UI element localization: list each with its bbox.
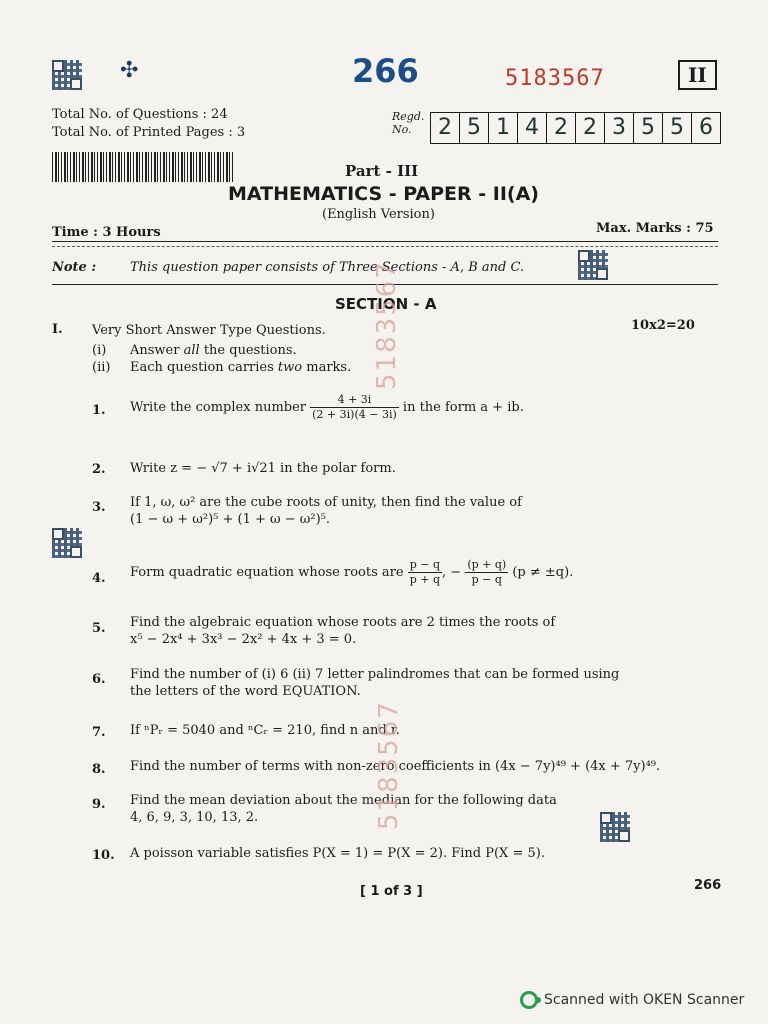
qr-code-icon — [52, 60, 82, 90]
qr-code-icon — [52, 528, 82, 558]
section-roman: I. — [52, 322, 63, 337]
question-1: Write the complex number $\frac{4 + 3i}{(2 + 3i)(4 - 3i)}$ in the form a + ib. — [130, 393, 524, 421]
section-marks: 10x2=20 — [631, 318, 695, 333]
fraction: $\frac{p - q}{p + q}$ — [409, 558, 441, 586]
paper-code: 266 — [352, 52, 419, 90]
footer-code: 266 — [694, 878, 722, 893]
question-2: Write z = − √7 + i√21 in the polar form. — [130, 461, 396, 476]
time-allowed: Time : 3 Hours — [52, 225, 161, 240]
question-number: 1. — [92, 403, 106, 418]
regd-digit: 2 — [576, 113, 605, 143]
question-9: Find the mean deviation about the median for the following data 4, 6, 9, 3, 10, 13, 2. — [130, 793, 557, 825]
max-marks: Max. Marks : 75 — [596, 221, 714, 236]
regd-digit: 2 — [431, 113, 460, 143]
question-number: 6. — [92, 672, 106, 687]
instruction-1: (i) Answer all the questions. — [92, 343, 297, 358]
fraction: $\frac{4 + 3i}{(2 + 3i)(4 - 3i)}$ — [312, 393, 397, 421]
regd-digit: 4 — [518, 113, 547, 143]
serial-number: 5183567 — [505, 66, 605, 91]
printed-pages: Total No. of Printed Pages : 3 — [52, 125, 246, 140]
question-10: A poisson variable satisfies P(X = 1) = P(X = 2). Find P(X = 5). — [130, 846, 545, 861]
question-number: 7. — [92, 725, 106, 740]
regd-digit: 3 — [605, 113, 634, 143]
part-label: Part - III — [345, 162, 419, 180]
regd-digit: 2 — [547, 113, 576, 143]
language: (English Version) — [322, 207, 435, 222]
question-number: 9. — [92, 797, 106, 812]
question-number: 3. — [92, 500, 106, 515]
regd-label: Regd. No. — [392, 110, 425, 136]
regd-number-boxes — [430, 112, 721, 144]
divider-dashed — [52, 246, 718, 247]
fraction: $\frac{(p + q)}{p - q}$ — [467, 558, 507, 586]
question-6: Find the number of (i) 6 (ii) 7 letter palindromes that can be formed using the letters of the word EQUATION. — [130, 667, 620, 699]
page-number: [ 1 of 3 ] — [360, 884, 423, 899]
scanner-watermark: Scanned with OKEN Scanner — [520, 991, 744, 1009]
question-3: If 1, ω, ω² are the cube roots of unity, then find the value of (1 − ω + ω²)⁵ + (1 + ω − ω²)⁵. — [130, 495, 522, 527]
paper-title: MATHEMATICS - PAPER - II(A) — [228, 183, 539, 205]
question-7: If ⁿPᵣ = 5040 and ⁿCᵣ = 210, find n and r. — [130, 723, 400, 738]
question-4: Form quadratic equation whose roots are $\frac{p - q}{p + q}$ , − $\frac{(p + q)}{p - q}$ (p ≠ ±q). — [130, 558, 574, 586]
set-badge: II — [678, 60, 717, 90]
qr-code-icon — [578, 250, 608, 280]
total-questions: Total No. of Questions : 24 — [52, 107, 228, 122]
divider — [52, 241, 718, 242]
regd-digit: 1 — [489, 113, 518, 143]
regd-digit: 5 — [663, 113, 692, 143]
instruction-2: (ii) Each question carries two marks. — [92, 360, 352, 375]
serial-stamp: 5183567 — [372, 260, 402, 390]
note-text: This question paper consists of Three Sections - A, B and C. — [130, 260, 525, 275]
section-title: SECTION - A — [335, 295, 437, 313]
question-number: 10. — [92, 848, 115, 863]
question-5: Find the algebraic equation whose roots are 2 times the roots of x⁵ − 2x⁴ + 3x³ − 2x² + 4x + 3 = 0. — [130, 615, 556, 647]
question-number: 8. — [92, 762, 106, 777]
qr-code-icon — [600, 812, 630, 842]
regd-digit: 6 — [699, 115, 713, 140]
question-number: 4. — [92, 571, 106, 586]
note-label: Note : — [52, 260, 97, 275]
question-number: 2. — [92, 462, 106, 477]
question-number: 5. — [92, 621, 106, 636]
ornament-icon: ✣ — [120, 58, 139, 83]
scanner-logo-icon — [520, 991, 538, 1009]
section-heading: Very Short Answer Type Questions. — [92, 323, 326, 338]
regd-digit: 5 — [460, 113, 489, 143]
serial-stamp: 5183567 — [374, 700, 404, 830]
regd-digit: 5 — [634, 113, 663, 143]
barcode — [52, 152, 234, 182]
question-8: Find the number of terms with non-zero coefficients in (4x − 7y)⁴⁹ + (4x + 7y)⁴⁹. — [130, 759, 661, 774]
